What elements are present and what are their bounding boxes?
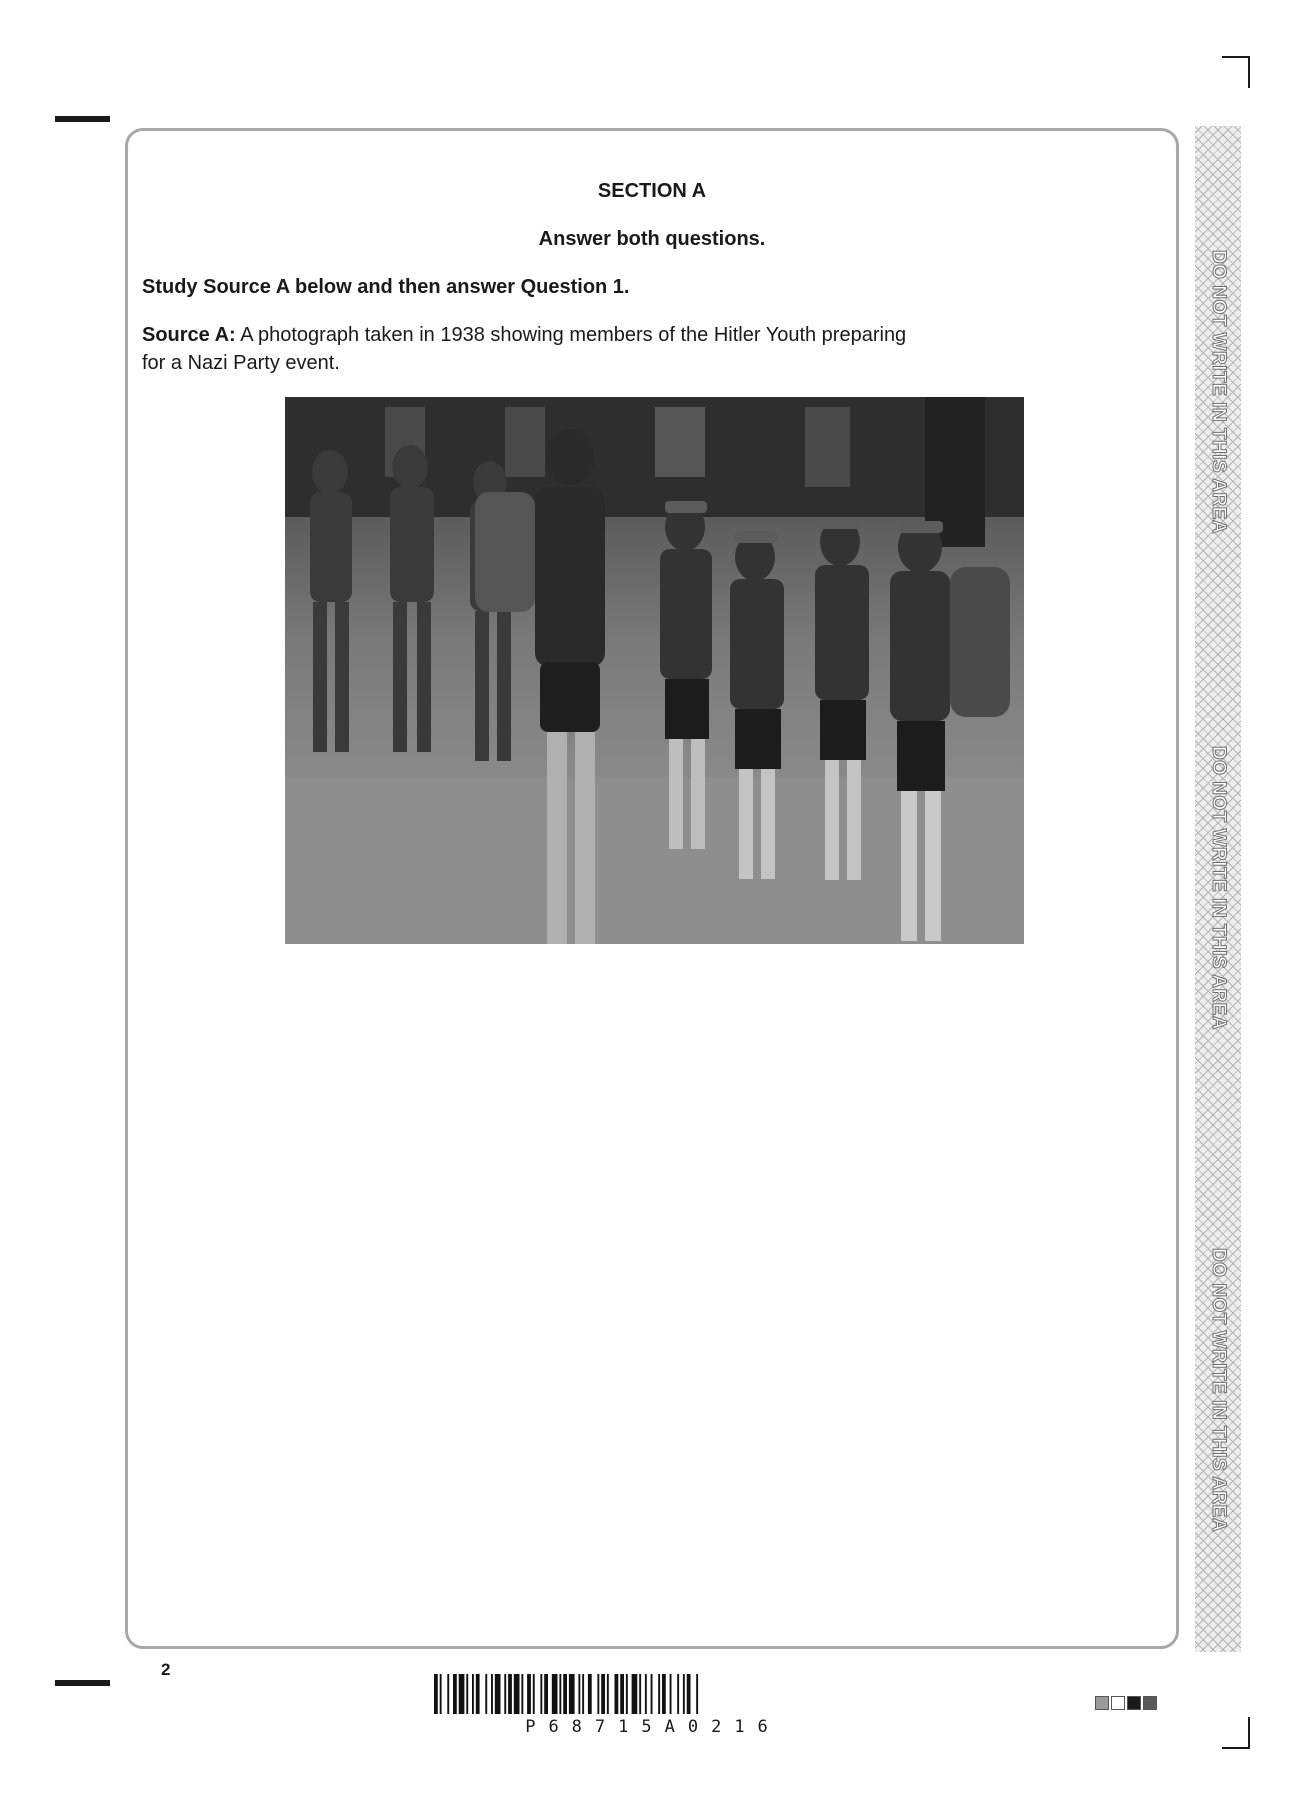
barcode-bar	[466, 1674, 468, 1714]
barcode-bar	[632, 1674, 638, 1714]
barcode-bar	[620, 1674, 624, 1714]
barcode-bar	[670, 1674, 672, 1714]
margin-warning-text-2: DO NOT WRITE IN THIS AREA	[1208, 745, 1229, 1031]
barcode-bar	[588, 1674, 592, 1714]
barcode-bar	[440, 1674, 442, 1714]
registration-mark-bottom-left	[55, 1680, 110, 1686]
barcode-bar	[533, 1674, 535, 1714]
barcode-bar	[472, 1674, 474, 1714]
barcode-bar	[447, 1674, 449, 1714]
source-label: Source A:	[142, 324, 236, 346]
barcode-bar	[453, 1674, 457, 1714]
barcode-bar	[485, 1674, 487, 1714]
barcode-bar	[476, 1674, 480, 1714]
barcode-bar	[434, 1674, 438, 1714]
barcode-bar	[459, 1674, 465, 1714]
barcode-bar	[658, 1674, 660, 1714]
barcode-bar	[645, 1674, 647, 1714]
registration-mark-top-left	[55, 116, 110, 122]
crop-mark-bottom-right-v	[1248, 1717, 1250, 1749]
margin-warning-text-3: DO NOT WRITE IN THIS AREA	[1208, 1247, 1229, 1533]
barcode-bar	[687, 1674, 691, 1714]
barcode-bar	[495, 1674, 501, 1714]
marker-square	[1127, 1696, 1141, 1710]
source-caption-line2: for a Nazi Party event.	[142, 352, 340, 374]
barcode-bar	[582, 1674, 584, 1714]
barcode-bar	[552, 1674, 558, 1714]
marker-square	[1143, 1696, 1157, 1710]
study-instruction: Study Source A below and then answer Question 1.	[142, 276, 630, 298]
barcode-bar	[563, 1674, 567, 1714]
barcode-bar	[569, 1674, 575, 1714]
barcode-bar	[597, 1674, 599, 1714]
crop-mark-bottom-right-h	[1222, 1747, 1250, 1749]
barcode-bar	[607, 1674, 609, 1714]
section-instruction: Answer both questions.	[538, 228, 766, 250]
source-caption-text: A photograph taken in 1938 showing members of the Hitler Youth preparing	[240, 324, 907, 346]
barcode-text: P68715A0216	[525, 1717, 781, 1737]
barcode-bar	[615, 1674, 619, 1714]
barcode-bar	[514, 1674, 520, 1714]
section-heading: SECTION A	[597, 180, 707, 202]
barcode-bar	[626, 1674, 628, 1714]
barcode-bar	[544, 1674, 548, 1714]
barcode-bar	[696, 1674, 698, 1714]
barcode-bar	[559, 1674, 561, 1714]
marker-square	[1095, 1696, 1109, 1710]
crop-mark-top-right-h	[1222, 56, 1250, 58]
barcode-bar	[601, 1674, 605, 1714]
barcode-bar	[662, 1674, 666, 1714]
source-photograph	[285, 397, 1024, 944]
barcode-bar	[677, 1674, 679, 1714]
barcode-bar	[651, 1674, 653, 1714]
barcode-bar	[491, 1674, 493, 1714]
barcode-bar	[521, 1674, 523, 1714]
margin-warning-text-1: DO NOT WRITE IN THIS AREA	[1208, 249, 1229, 535]
barcode-bar	[578, 1674, 580, 1714]
barcode-bar	[683, 1674, 685, 1714]
barcode-bar	[639, 1674, 641, 1714]
barcode-bar	[527, 1674, 531, 1714]
photograph-illustration	[285, 397, 1024, 944]
crop-mark-top-right-v	[1248, 56, 1250, 88]
source-caption-line1	[142, 324, 906, 347]
barcode-bar	[504, 1674, 506, 1714]
page-number: 2	[161, 1660, 171, 1679]
marker-square	[1111, 1696, 1125, 1710]
page-marker-squares	[1095, 1696, 1157, 1710]
barcode	[434, 1674, 872, 1714]
barcode-bar	[508, 1674, 512, 1714]
barcode-bar	[540, 1674, 542, 1714]
